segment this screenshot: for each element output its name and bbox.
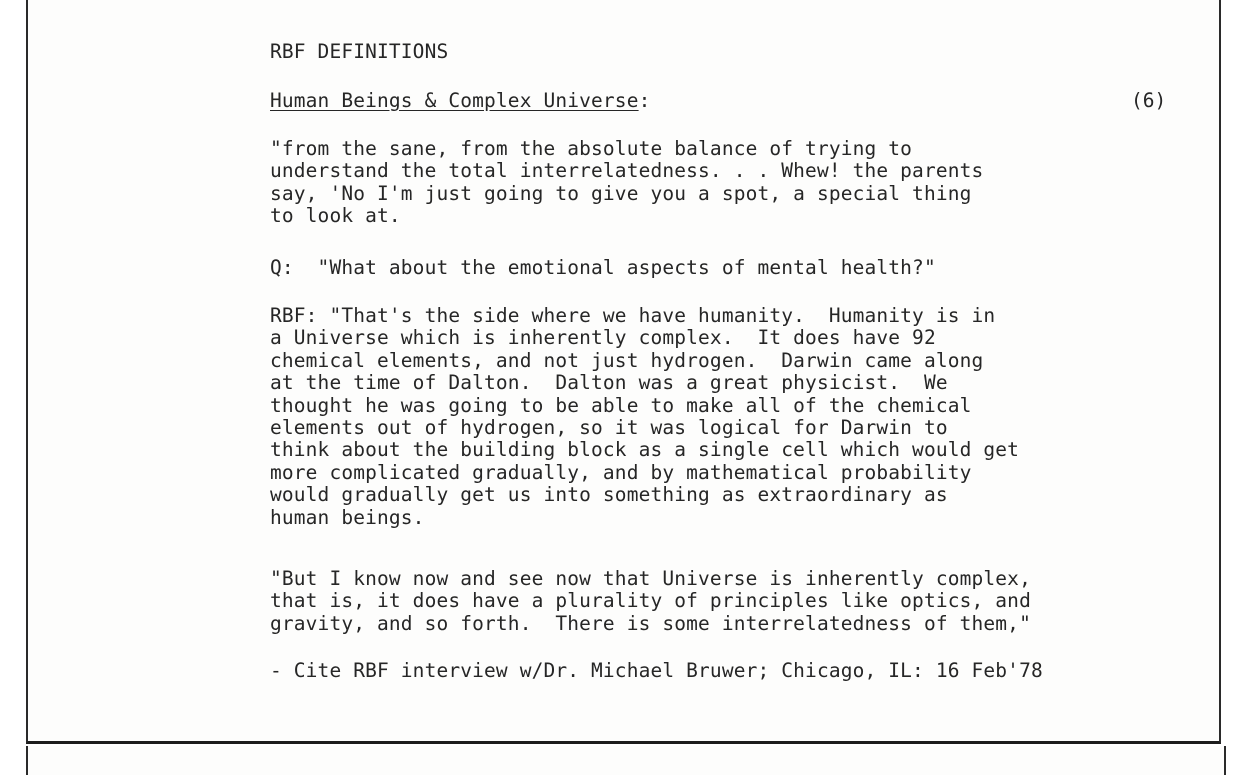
text-line: RBF: "That's the side where we have humanity. Humanity is in (270, 304, 996, 327)
text-line: "But I know now and see now that Universe is inherently complex, (270, 567, 1031, 590)
paragraph-answer (270, 305, 1019, 529)
subheading-colon: : (638, 89, 651, 112)
text-line: at the time of Dalton. Dalton was a great physicist. We (270, 371, 948, 395)
text-line: "from the sane, from the absolute balance of trying to (270, 137, 913, 160)
text-line: gravity, and so forth. There is some interrelatedness of them," (270, 611, 1031, 635)
text-line: would gradually get us into something as extraordinary as (270, 483, 948, 507)
text-line: to look at. (270, 204, 401, 228)
text-line: think about the building block as a single cell which would get (270, 438, 1020, 462)
text-line: thought he was going to be able to make all of the chemical (270, 393, 972, 417)
paragraph-quote-1 (270, 138, 983, 228)
subheading-text: Human Beings & Complex Universe (270, 89, 639, 112)
text-line: more complicated gradually, and by mathematical probability (270, 460, 972, 484)
citation (270, 660, 1043, 682)
page-number: (6) (1131, 89, 1167, 112)
text-line: elements out of hydrogen, so it was logical for Darwin to (270, 416, 948, 440)
paragraph-question (270, 257, 936, 279)
citation-text: - Cite RBF interview w/Dr. Michael Bruwer; Chicago, IL: 16 Feb'78 (270, 659, 1043, 682)
text-line: chemical elements, and not just hydrogen. Darwin came along (270, 348, 984, 372)
next-card-edge (26, 746, 1226, 775)
text-line: say, 'No I'm just going to give you a spot, a special thing (270, 181, 972, 205)
card-heading: RBF DEFINITIONS (270, 40, 449, 63)
card-subheading (270, 90, 650, 112)
paragraph-quote-2 (270, 568, 1031, 635)
text-line: that is, it does have a plurality of principles like optics, and (270, 589, 1031, 613)
text-line: understand the total interrelatedness. . . Whew! the parents (270, 159, 984, 183)
text-line: a Universe which is inherently complex. It does have 92 (270, 326, 936, 350)
text-line: human beings. (270, 505, 425, 529)
text-line: Q: "What about the emotional aspects of mental health?" (270, 256, 936, 279)
